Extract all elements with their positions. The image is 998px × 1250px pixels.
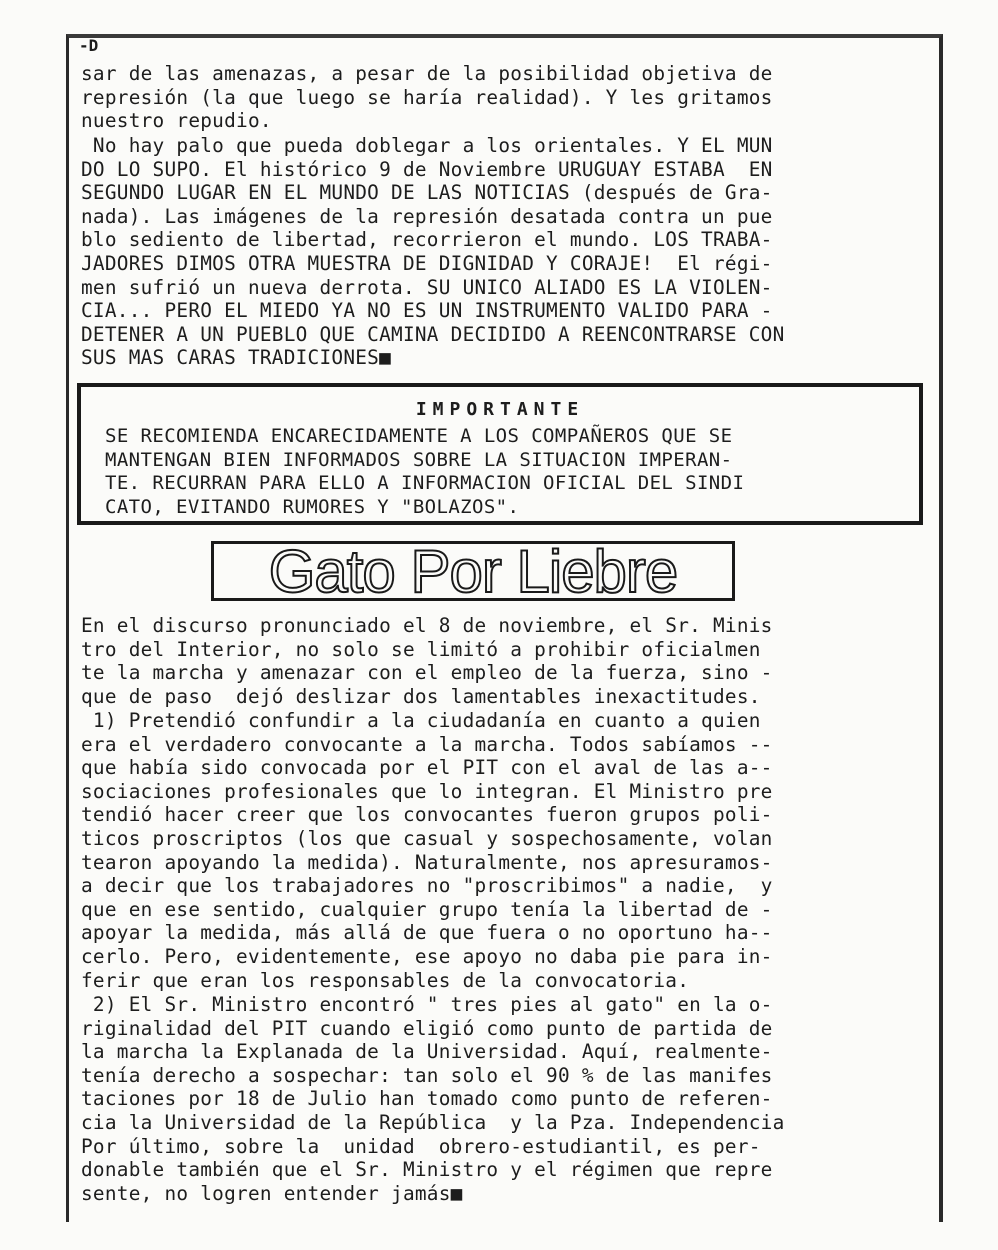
paragraph-point-2: 2) El Sr. Ministro encontró " tres pies al gato" en la o- riginalidad del PIT cuando eligió como punto de partida de la marcha la Explanada de la Universidad. Aquí, realmente- tenía derecho a sospechar: tan solo el 90 % de las manifes taciones por 18 de Julio han tomado como punto de referen- cia la Universidad de la República y la Pza. Independencia Por último, sobre la unidad obrero-estudiantil, es per- donable también que el Sr. Ministro y el régimen que repre sente, no logren entender jamás■ <box>81 993 785 1205</box>
important-notice-box <box>77 383 923 525</box>
paragraph-minister-speech: En el discurso pronunciado el 8 de noviembre, el Sr. Minis tro del Interior, no solo se limitó a prohibir oficialmen te la marcha y amenazar con el empleo de la fuerza, sino - que de paso dejó deslizar dos lamentables inexactitudes. <box>81 614 773 708</box>
notice-title: IMPORTANTE <box>415 399 585 420</box>
typewritten-page <box>66 34 943 1222</box>
gato-por-liebre-heading: Gato Por Liebre <box>211 541 735 601</box>
arrow-mark: -D <box>79 36 99 55</box>
paragraph-point-1: 1) Pretendió confundir a la ciudadanía en cuanto a quien era el verdadero convocante a la marcha. Todos sabíamos -- que había sido convocada por el PIT con el aval de las a-- sociaciones profesionales que lo integran. El Ministro pre tendió hacer creer que los convocantes fueron grupos poli- ticos proscriptos (los que casual y sospechosamente, volan tearon apoyando la medida). Naturalmente, nos apresuramos- a decir que los trabajadores no "proscribimos" a nadie, y que en ese sentido, cualquier grupo tenía la libertad de - apoyar la medida, más allá de que fuera o no oportuno ha-- cerlo. Pero, evidentemente, ese apoyo no daba pie para in- ferir que eran los responsables de la convocatoria. <box>81 709 773 992</box>
paragraph-continuation: sar de las amenazas, a pesar de la posibilidad objetiva de represión (la que luego se haría realidad). Y les gritamos nuestro repudio. <box>81 62 773 133</box>
notice-body: SE RECOMIENDA ENCARECIDAMENTE A LOS COMPAÑEROS QUE SE MANTENGAN BIEN INFORMADOS SOBRE LA SITUACION IMPERAN- TE. RECURRAN PARA ELLO A INFORMACION OFICIAL DEL SINDI CATO, EVITANDO RUMORES Y "BOLAZOS". <box>105 425 745 518</box>
paragraph-world-knew: No hay palo que pueda doblegar a los orientales. Y EL MUN DO LO SUPO. El histórico 9 de Noviembre URUGUAY ESTABA EN SEGUNDO LUGAR EN EL MUNDO DE LAS NOTICIAS (después de Gra- nada). Las imágenes de la represión desatada contra un pue blo sediento de libertad, recorrieron el mundo. LOS TRABA- JADORES DIMOS OTRA MUESTRA DE DIGNIDAD Y CORAJE! El régi- men sufrió un nueva derrota. SU UNICO ALIADO ES LA VIOLEN- CIA... PERO EL MIEDO YA NO ES UN INSTRUMENTO VALIDO PARA - DETENER A UN PUEBLO QUE CAMINA DECIDIDO A REENCONTRARSE CON SUS MAS CARAS TRADICIONES■ <box>81 134 785 370</box>
